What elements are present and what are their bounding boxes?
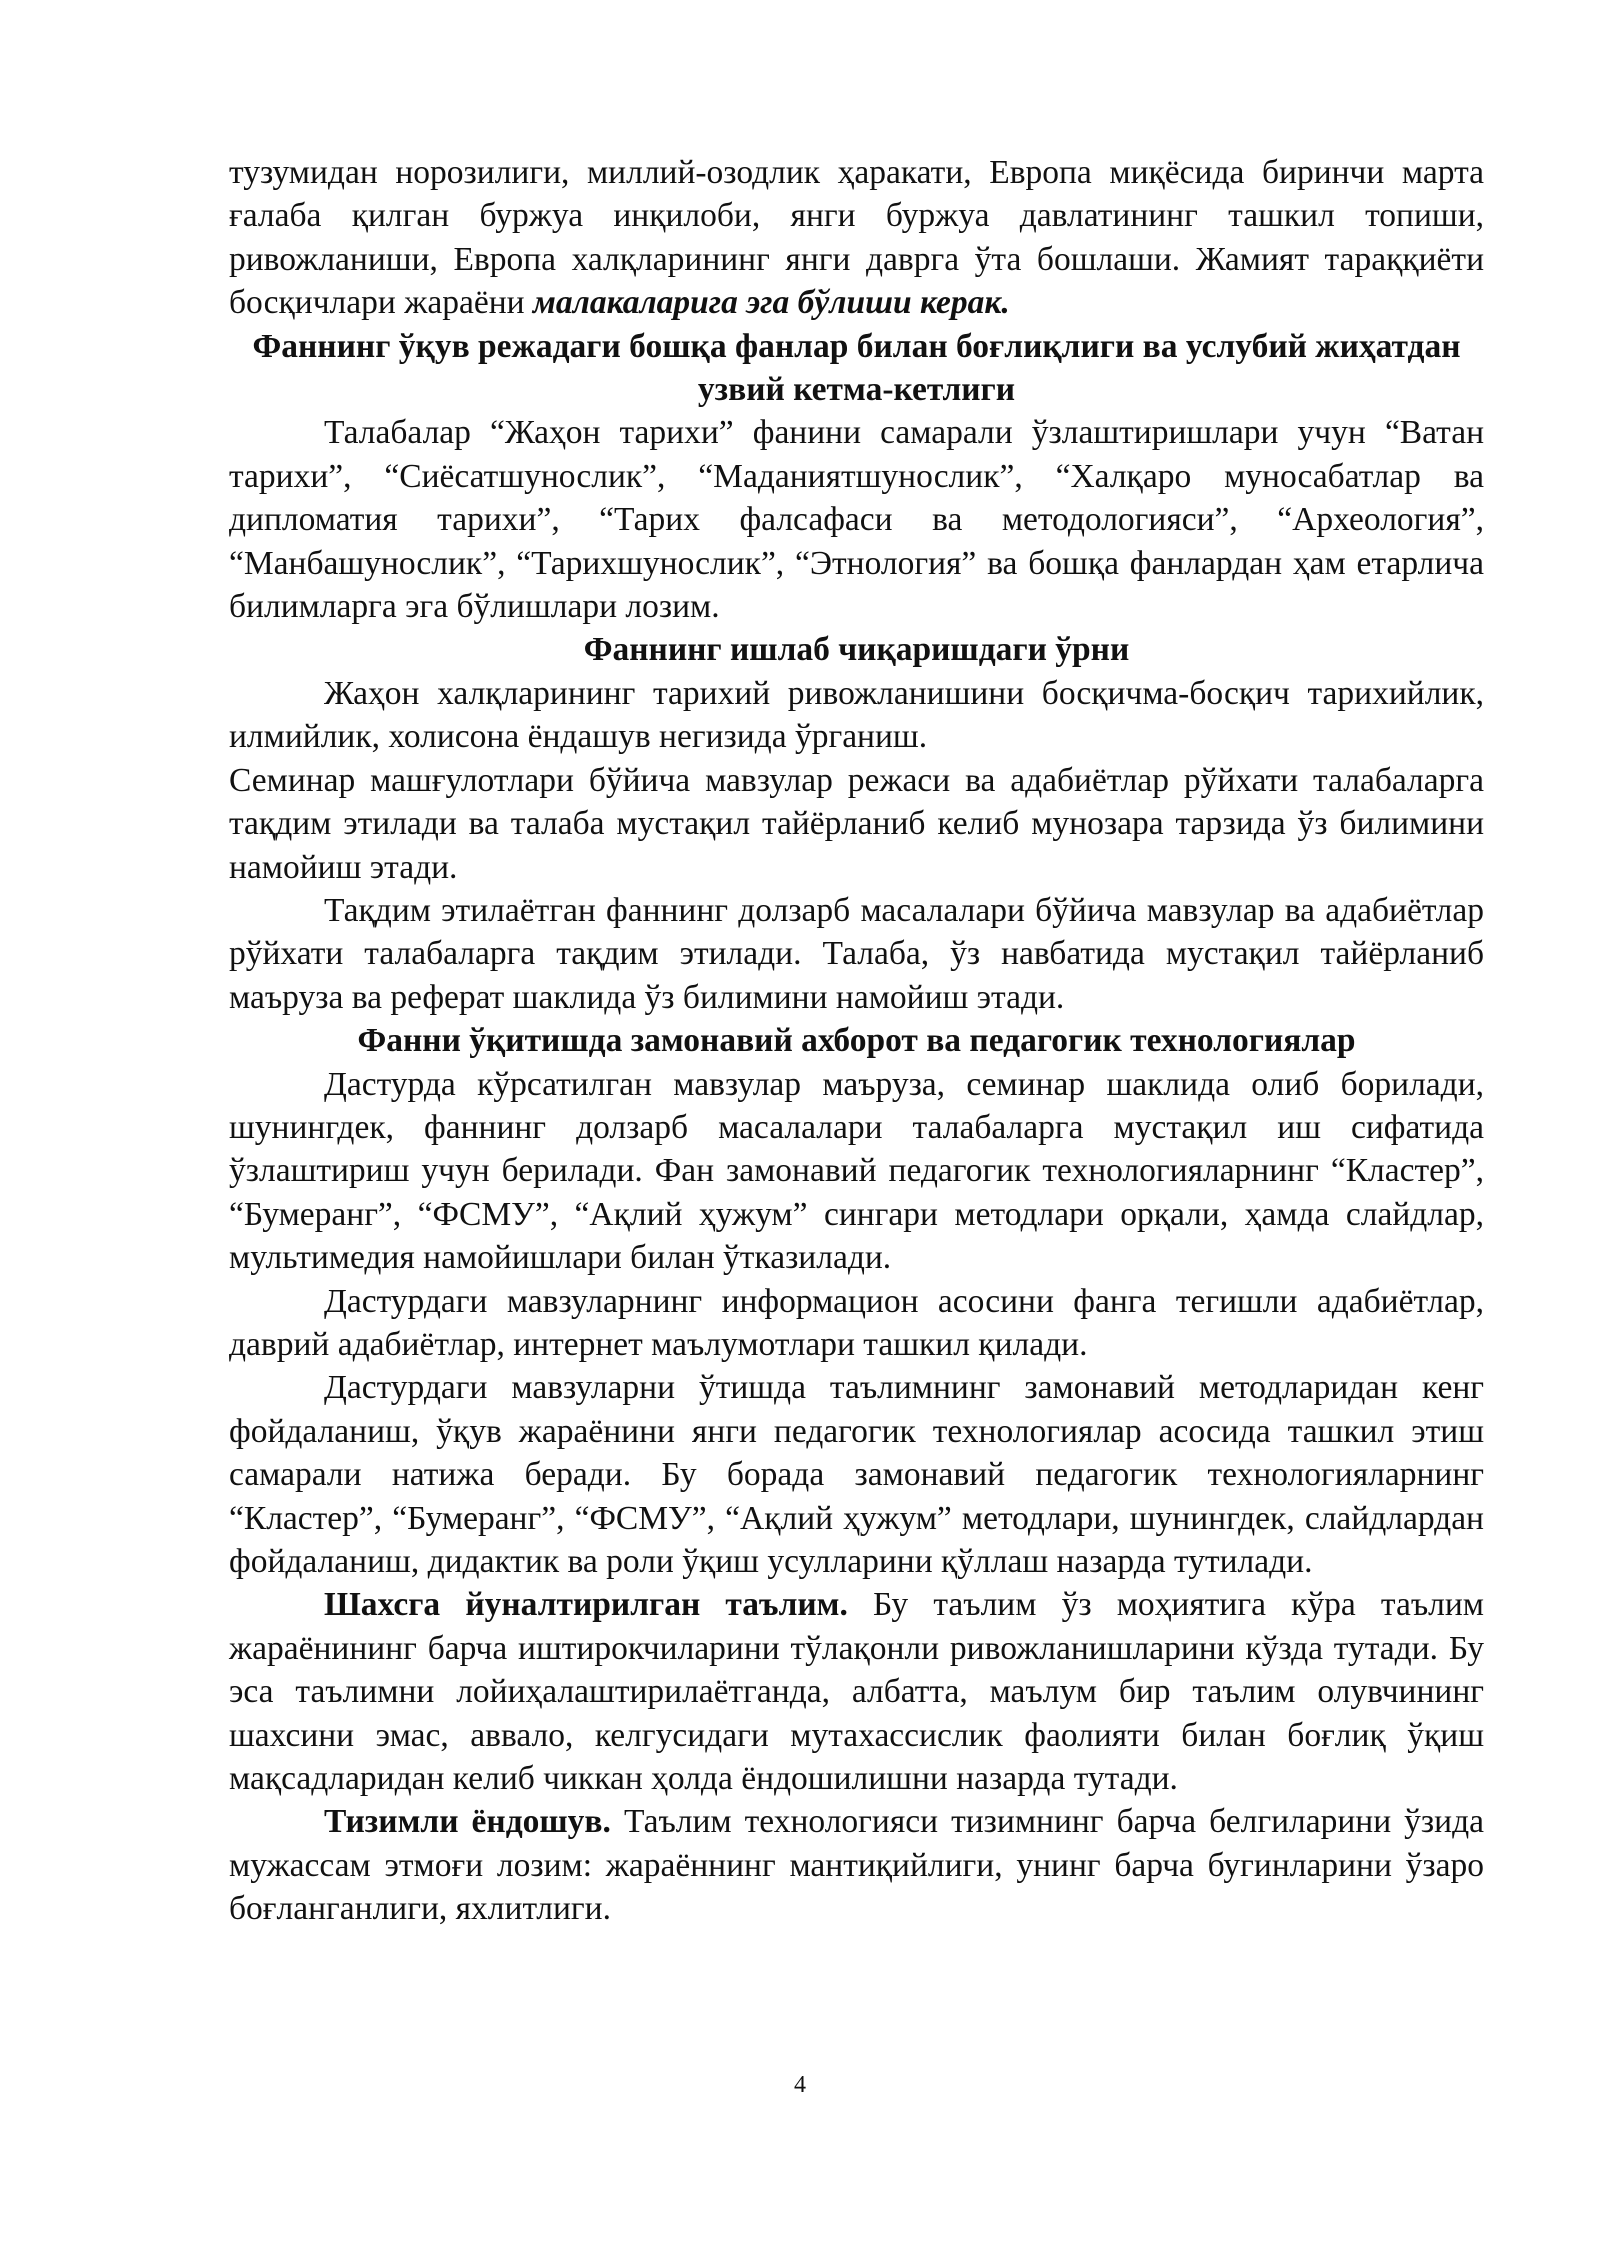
- paragraph-topics-list: Тақдим этилаётган фаннинг долзарб масалалари бўйича мавзулар ва адабиётлар рўйхати талабаларга тақдим этилади. Талаба, ўз навбатида мустақил тайёрланиб маъруза ва реферат шаклида ўз билимини намойиш этади.: [229, 891, 1484, 1016]
- paragraph-text: тузумидан норозилиги, миллий-озодлик ҳаракати, Европа миқёсида биринчи марта ғалаба қилган буржуа инқилоби, янги буржуа давлатининг ташкил топиши, ривожланиши, Европа халқларининг янги даврга ўта бошлаши. Жамият тараққиёти босқичлари жараёни: [229, 154, 1484, 322]
- paragraph-lead-term: Шахсга йуналтирилган таълим.: [324, 1586, 848, 1624]
- paragraph-related-subjects: Талабалар “Жаҳон тарихи” фанини самарали ўзлаштиришлари учун “Ватан тарихи”, “Сиёсатшунослик”, “Маданиятшунослик”, “Халқаро муносабатлар ва дипломатия тарихи”, “Тарих фалсафаси ва методологияси”, “Археология”, “Манбашунослик”, “Тарихшунослик”, “Этнология” ва бошқа фанлардан ҳам етарлича билимларга эга бўлишлари лозим.: [229, 414, 1484, 626]
- section-heading-technologies: Фанни ўқитишда замонавий ахборот ва педагогик технологиялар: [357, 1022, 1356, 1060]
- page-number: 4: [794, 2072, 806, 2098]
- emphasized-text: малакаларига эга бўлиши керак.: [532, 284, 1010, 322]
- paragraph-text: Бу таълим ўз моҳиятига кўра таълим жараёнининг барча иштирокчиларини тўлақонли ривожланишларини кўзда тутади. Бу эса таълимни лойиҳалаштирилаётганда, албатта, маълум бир таълим олувчининг шахсини эмас, аввало, келгусидаги мутахассислик фаолияти билан боғлиқ ўқиш мақсадларидан келиб чиккан ҳолда ёндошилишни назарда тутади.: [229, 1586, 1484, 1798]
- paragraph-lead-term: Тизимли ёндошув.: [324, 1803, 611, 1841]
- paragraph-world-history-study: Жаҳон халқларининг тарихий ривожланишини босқичма-босқич тарихийлик, илмийлик, холисона ёндашув негизида ўрганиш.: [229, 674, 1484, 756]
- paragraph-text: Таълим технологияси тизимнинг барча белгиларини ўзида мужассам этмоғи лозим: жараённинг мантиқийлиги, унинг барча бугинларини ўзаро боғланганлиги, яхлитлиги.: [229, 1803, 1485, 1928]
- section-heading-production-role: Фаннинг ишлаб чиқаришдаги ўрни: [583, 631, 1130, 669]
- paragraph-systemic-approach: [229, 1800, 1484, 1930]
- paragraph-modern-methods: Дастурдаги мавзуларни ўтишда таълимнинг замонавий методларидан кенг фойдаланиш, ўқув жараёнини янги педагогик технологиялар асосида ташкил этиш самарали натижа беради. Бу борада замонавий педагогик технологияларнинг “Кластер”, “Бумеранг”, “ФСМУ”, “Ақлий ҳужум” методлари, шунингдек, слайдлардан фойдаланиш, дидактик ва роли ўқиш усулларини қўллаш назарда тутилади.: [229, 1369, 1484, 1580]
- paragraph-continuation: [229, 151, 1484, 325]
- section-heading-relations: Фаннинг ўқув режадаги бошқа фанлар билан боғлиқлиги ва услубий жиҳатдан узвий кетма-кетлиги: [252, 327, 1461, 409]
- paragraph-information-base: Дастурдаги мавзуларнинг информацион асосини фанга тегишли адабиётлар, даврий адабиётлар, интернет маълумотлари ташкил қилади.: [229, 1282, 1484, 1363]
- paragraph-program-topics: Дастурда кўрсатилган мавзулар маъруза, семинар шаклида олиб борилади, шунингдек, фаннинг долзарб масалалари талабаларга мустақил иш сифатида ўзлаштириш учун берилади. Фан замонавий педагогик технологияларнинг “Кластер”, “Бумеранг”, “ФСМУ”, “Ақлий ҳужум” сингари методлари орқали, ҳамда слайдлар, мультимедия намойишлари билан ўтказилади.: [229, 1065, 1484, 1277]
- paragraph-personal-learning: [229, 1583, 1484, 1800]
- paragraph-seminar-plan: Семинар машғулотлари бўйича мавзулар режаси ва адабиётлар рўйхати талабаларга тақдим этилади ва талаба мустақил тайёрланиб келиб мунозара тарзида ўз билимини намойиш этади.: [229, 761, 1484, 886]
- document-page: [229, 151, 1484, 1931]
